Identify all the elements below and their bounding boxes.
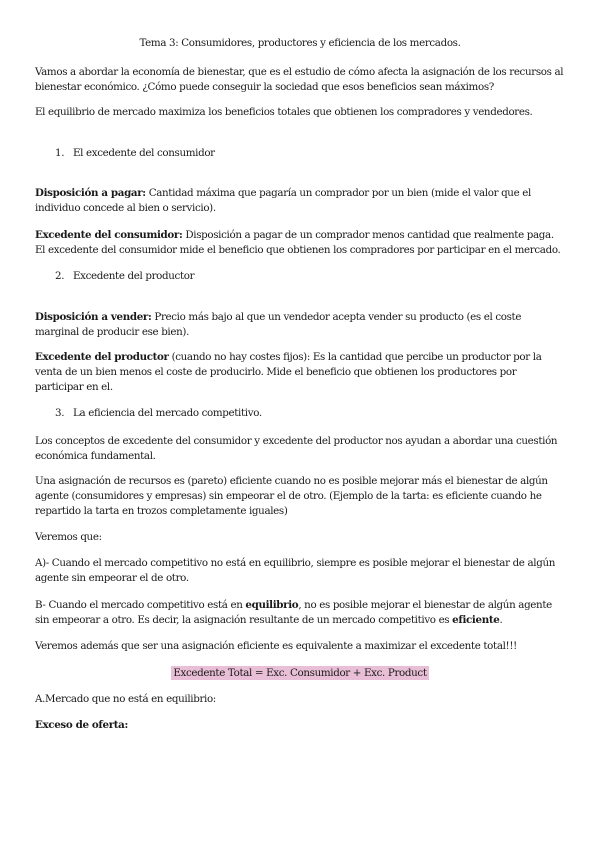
point-b-text: B- Cuando el mercado competitivo está en xyxy=(35,599,246,611)
list-item-number: 2. xyxy=(55,270,65,282)
definition-producer-surplus xyxy=(35,350,565,395)
page-title: Tema 3: Consumidores, productores y eficiencia de los mercados. xyxy=(139,37,461,49)
list-item-number: 1. xyxy=(55,147,65,159)
definition-term: Disposición a pagar: xyxy=(35,187,146,199)
definition-willingness-to-sell xyxy=(35,310,565,340)
list-item-label: El excedente del consumidor xyxy=(73,147,215,159)
definition-willingness-to-pay xyxy=(35,186,565,216)
point-b-bold-efficient: eficiente xyxy=(452,614,500,626)
definition-text: Cantidad máxima que pagaría un comprador por un bien (mide el valor que el individuo concede al bien o servicio). xyxy=(35,187,531,214)
list-item-2 xyxy=(55,269,585,284)
point-b-bold-equilibrium: equilibrio xyxy=(245,599,299,611)
list-item-3 xyxy=(55,406,585,421)
definition-consumer-surplus xyxy=(35,228,565,258)
subheading-excess-supply-text: Exceso de oferta: xyxy=(35,719,128,731)
formula-line xyxy=(35,666,565,681)
concepts-paragraph: Los conceptos de excedente del consumidor y excedente del productor nos ayudan a abordar una cuestión económica fundamental. xyxy=(35,435,558,462)
equilibrium-paragraph: El equilibrio de mercado maximiza los beneficios totales que obtienen los compradores y vendedores. xyxy=(35,106,533,118)
point-b-text: , no es posible mejorar el bienestar de algún agente sin empeorar a otro. Es decir, la asignación resultante de un mercado competitivo es xyxy=(35,599,552,626)
subheading-excess-supply xyxy=(35,718,565,733)
definition-text: (cuando no hay costes fijos): Es la cantidad que percibe un productor por la venta de un bien menos el coste de producirlo. Mide el beneficio que obtienen los productores por participar en el. xyxy=(35,351,542,393)
list-item-1 xyxy=(55,146,585,161)
veremos-paragraph: Veremos que: xyxy=(35,531,102,543)
list-item-label: Excedente del productor xyxy=(73,270,195,282)
definition-term: Excedente del productor xyxy=(35,351,169,363)
list-item-number: 3. xyxy=(55,407,65,419)
list-item-label: La eficiencia del mercado competitivo. xyxy=(73,407,262,419)
point-a-paragraph: A)- Cuando el mercado competitivo no está en equilibrio, siempre es posible mejorar el bienestar de algún agente sin empeorar el de otro. xyxy=(35,557,556,584)
point-b-text: . xyxy=(499,614,503,626)
subheading-market-not-equilibrium: A.Mercado que no está en equilibrio: xyxy=(35,693,216,705)
intro-paragraph: Vamos a abordar la economía de bienestar, que es el estudio de cómo afecta la asignación de los recursos al bienestar económico. ¿Cómo puede conseguir la sociedad que esos beneficios sean máximos? xyxy=(35,66,564,93)
total-surplus-paragraph: Veremos además que ser una asignación eficiente es equivalente a maximizar el excedente total!!! xyxy=(35,640,517,652)
pareto-paragraph: Una asignación de recursos es (pareto) eficiente cuando no es posible mejorar más el bienestar de algún agente (consumidores y empresas) sin empeorar el de otro. (Ejemplo de la tarta: es eficiente cuando he repartido la tarta en trozos completamente iguales) xyxy=(35,475,548,517)
definition-term: Disposición a vender: xyxy=(35,311,152,323)
point-b-paragraph xyxy=(35,598,565,628)
definition-term: Excedente del consumidor: xyxy=(35,229,183,241)
definition-text: Disposición a pagar de un comprador menos cantidad que realmente paga. El excedente del consumidor mide el beneficio que obtienen los compradores por participar en el mercado. xyxy=(35,229,561,256)
highlighted-formula: Excedente Total = Exc. Consumidor + Exc. Product xyxy=(173,667,427,679)
definition-text: Precio más bajo al que un vendedor acepta vender su producto (es el coste marginal de producir ese bien). xyxy=(35,311,522,338)
